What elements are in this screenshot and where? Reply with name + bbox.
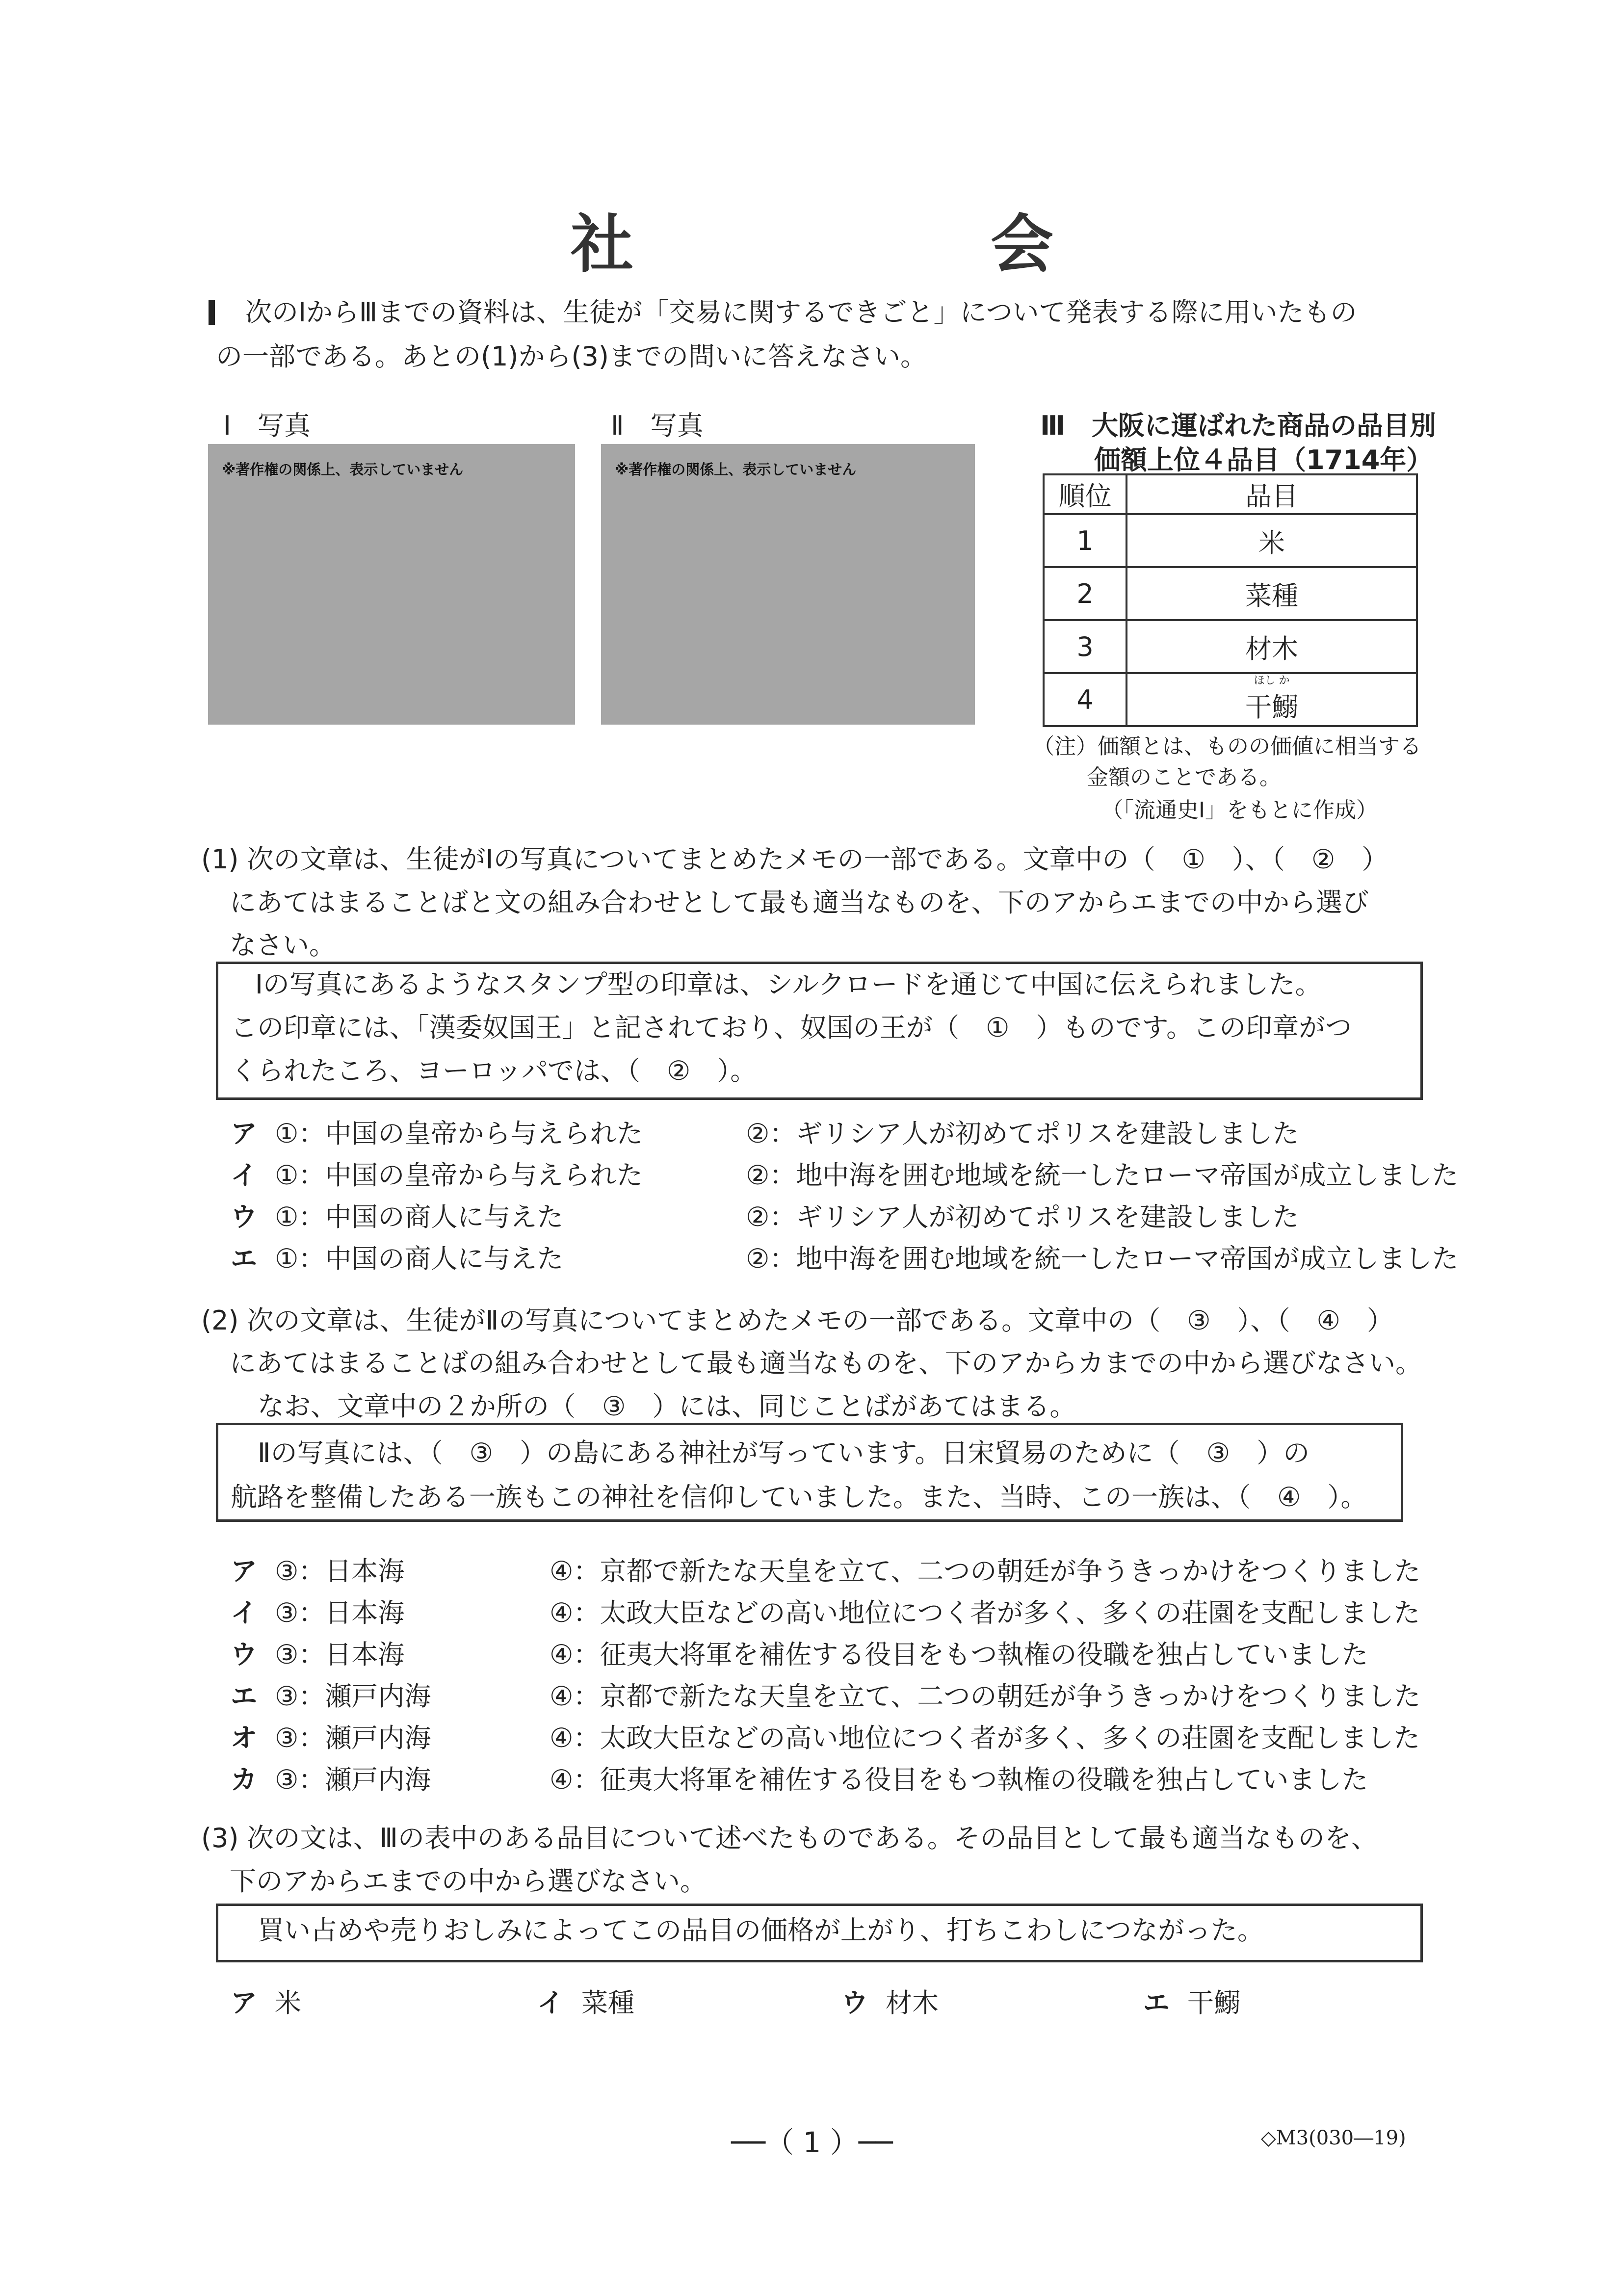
choice-part-b: ④：京都で新たな天皇を立て、二つの朝廷が争うきっかけをつくりました <box>550 1556 1421 1587</box>
page-number: ──（ 1 ）── <box>731 2126 893 2159</box>
document-code: ◇M3(030―19) <box>1261 2127 1406 2149</box>
choice-key: ウ <box>231 1201 257 1232</box>
photo1-label: Ⅰ 写真 <box>223 410 311 441</box>
intro-line-1: 次のⅠからⅢまでの資料は、生徒が「交易に関するできごと」について発表する際に用いたもの <box>245 297 1357 328</box>
choice-part-a: ①：中国の皇帝から与えられた <box>275 1118 643 1149</box>
item-cell: 米 <box>1126 514 1417 567</box>
q3-passage-line-1: 買い占めや売りおしみによってこの品目の価格が上がり、打ちこわしにつながった。 <box>258 1915 1264 1946</box>
choice-text: 材木 <box>886 1987 939 2018</box>
choice-key: イ <box>231 1160 257 1191</box>
q2-passage-line-1: Ⅱの写真には、（ ③ ）の島にある神社が写っています。日宋貿易のために（ ③ ）の <box>258 1437 1310 1468</box>
q3-line-1: (3) 次の文は、Ⅲの表中のある品目について述べたものである。その品目として最も適当なものを、 <box>201 1823 1378 1853</box>
choice-key: エ <box>1143 1987 1170 2018</box>
table-note-line-2: 金額のことである。 <box>1087 765 1281 790</box>
q2-line-3: なお、文章中の２か所の（ ③ ）には、同じことばがあてはまる。 <box>258 1391 1076 1422</box>
q2-line-1: (2) 次の文章は、生徒がⅡの写真についてまとめたメモの一部である。文章中の（ ③ ）、（ ④ ） <box>201 1305 1393 1336</box>
q3-choice[interactable] <box>841 1982 939 2020</box>
section-number-marker <box>209 300 215 325</box>
intro-line-2: の一部である。あとの(1)から(3)までの問いに答えなさい。 <box>216 341 927 372</box>
choice-key: エ <box>231 1243 257 1274</box>
q3-choice[interactable] <box>537 1982 634 2020</box>
q3-choice[interactable] <box>1143 1982 1240 2020</box>
q1-passage-line-1: Ⅰの写真にあるようなスタンプ型の印章は、シルクロードを通じて中国に伝えられました。 <box>255 969 1322 1000</box>
choice-part-b: ④：太政大臣などの高い地位につく者が多く、多くの荘園を支配しました <box>550 1722 1420 1753</box>
q1-passage-line-3: くられたころ、ヨーロッパでは、（ ② ）。 <box>231 1055 757 1086</box>
table-title-line-1: Ⅲ 大阪に運ばれた商品の品目別 <box>1040 410 1437 441</box>
choice-part-a: ③：瀬戸内海 <box>275 1681 431 1712</box>
choice-key: カ <box>231 1764 257 1795</box>
table-source: （「流通史Ⅰ」をもとに作成） <box>1101 798 1378 823</box>
choice-part-b: ④：征夷大将軍を補佐する役目をもつ執権の役職を独占していました <box>550 1639 1368 1670</box>
choice-part-a: ①：中国の商人に与えた <box>275 1243 564 1274</box>
choice-part-a: ③：瀬戸内海 <box>275 1722 431 1753</box>
choice-key: ウ <box>231 1639 257 1670</box>
choice-part-b: ④：征夷大将軍を補佐する役目をもつ執権の役職を独占していました <box>550 1764 1368 1795</box>
table-note-line-1: （注）価額とは、ものの価値に相当する <box>1033 734 1421 759</box>
q1-line-2: にあてはまることばと文の組み合わせとして最も適当なものを、下のアからエまでの中から選び <box>230 887 1369 918</box>
item-text: 干鰯 <box>1245 691 1298 723</box>
choice-text: 米 <box>275 1987 301 2018</box>
rank-cell: 2 <box>1044 567 1126 620</box>
item-header: 品目 <box>1126 474 1417 514</box>
page-title: 社 会 <box>571 208 1201 281</box>
choice-part-b: ②：ギリシア人が初めてポリスを建設しました <box>746 1118 1299 1149</box>
q1-choice[interactable] <box>231 1196 1299 1234</box>
rank-cell: 3 <box>1044 620 1126 673</box>
photo1-placeholder <box>208 444 575 725</box>
q1-line-1: (1) 次の文章は、生徒がⅠの写真についてまとめたメモの一部である。文章中の（ ① ）、（ ② ） <box>201 844 1388 875</box>
choice-part-a: ③：日本海 <box>275 1556 405 1587</box>
photo2-label: Ⅱ 写真 <box>611 410 704 441</box>
choice-text: 菜種 <box>581 1987 634 2018</box>
choice-key: ア <box>231 1556 257 1587</box>
choice-part-b: ④：京都で新たな天皇を立て、二つの朝廷が争うきっかけをつくりました <box>550 1681 1421 1712</box>
rank-table <box>1043 473 1418 727</box>
choice-part-a: ③：日本海 <box>275 1597 405 1628</box>
q1-passage-line-2: この印章には、「漢委奴国王」と記されており、奴国の王が（ ① ）ものです。この印章がつ <box>231 1012 1352 1043</box>
item-cell: 菜種 <box>1126 567 1417 620</box>
q2-choice[interactable] <box>231 1675 1420 1713</box>
choice-key: イ <box>537 1987 564 2018</box>
choice-key: イ <box>231 1597 257 1628</box>
choice-key: エ <box>231 1681 257 1712</box>
choice-text: 干鰯 <box>1187 1987 1240 2018</box>
q2-choice[interactable] <box>231 1717 1420 1755</box>
choice-key: ウ <box>841 1987 868 2018</box>
item-cell: 材木 <box>1126 620 1417 673</box>
q1-line-3: なさい。 <box>230 930 336 961</box>
choice-part-b: ②：地中海を囲む地域を統一したローマ帝国が成立しました <box>746 1160 1459 1191</box>
q2-choice[interactable] <box>231 1634 1368 1671</box>
item-cell <box>1126 673 1417 726</box>
q3-line-2: 下のアからエまでの中から選びなさい。 <box>230 1866 707 1897</box>
choice-part-a: ③：日本海 <box>275 1639 405 1670</box>
q2-line-2: にあてはまることばの組み合わせとして最も適当なものを、下のアからカまでの中から選びなさい。 <box>230 1348 1422 1379</box>
choice-part-b: ④：太政大臣などの高い地位につく者が多く、多くの荘園を支配しました <box>550 1597 1420 1628</box>
rank-header: 順位 <box>1044 474 1126 514</box>
photo2-notice: ※著作権の関係上、表示していません <box>615 461 857 478</box>
q3-choice[interactable] <box>231 1982 301 2020</box>
item-ruby: ほし か <box>1254 674 1290 687</box>
photo2-placeholder <box>601 444 975 725</box>
choice-key: ア <box>231 1987 257 2018</box>
choice-part-a: ①：中国の商人に与えた <box>275 1201 564 1232</box>
q1-choice[interactable] <box>231 1154 1458 1192</box>
choice-part-a: ③：瀬戸内海 <box>275 1764 431 1795</box>
q1-choice[interactable] <box>231 1238 1458 1276</box>
q1-choice[interactable] <box>231 1113 1299 1150</box>
rank-cell: 1 <box>1044 514 1126 567</box>
choice-part-b: ②：地中海を囲む地域を統一したローマ帝国が成立しました <box>746 1243 1459 1274</box>
choice-key: オ <box>231 1722 257 1753</box>
rank-cell: 4 <box>1044 673 1126 726</box>
choice-part-b: ②：ギリシア人が初めてポリスを建設しました <box>746 1201 1299 1232</box>
choice-part-a: ①：中国の皇帝から与えられた <box>275 1160 643 1191</box>
q2-passage-line-2: 航路を整備したある一族もこの神社を信仰していました。また、当時、この一族は、（ ④ ）。 <box>231 1482 1367 1513</box>
q2-choice[interactable] <box>231 1592 1420 1630</box>
choice-key: ア <box>231 1118 257 1149</box>
q2-choice[interactable] <box>231 1759 1368 1797</box>
photo1-notice: ※著作権の関係上、表示していません <box>222 461 464 478</box>
q2-choice[interactable] <box>231 1550 1420 1588</box>
table-title-line-2: 価額上位４品目（1714年） <box>1094 444 1433 475</box>
